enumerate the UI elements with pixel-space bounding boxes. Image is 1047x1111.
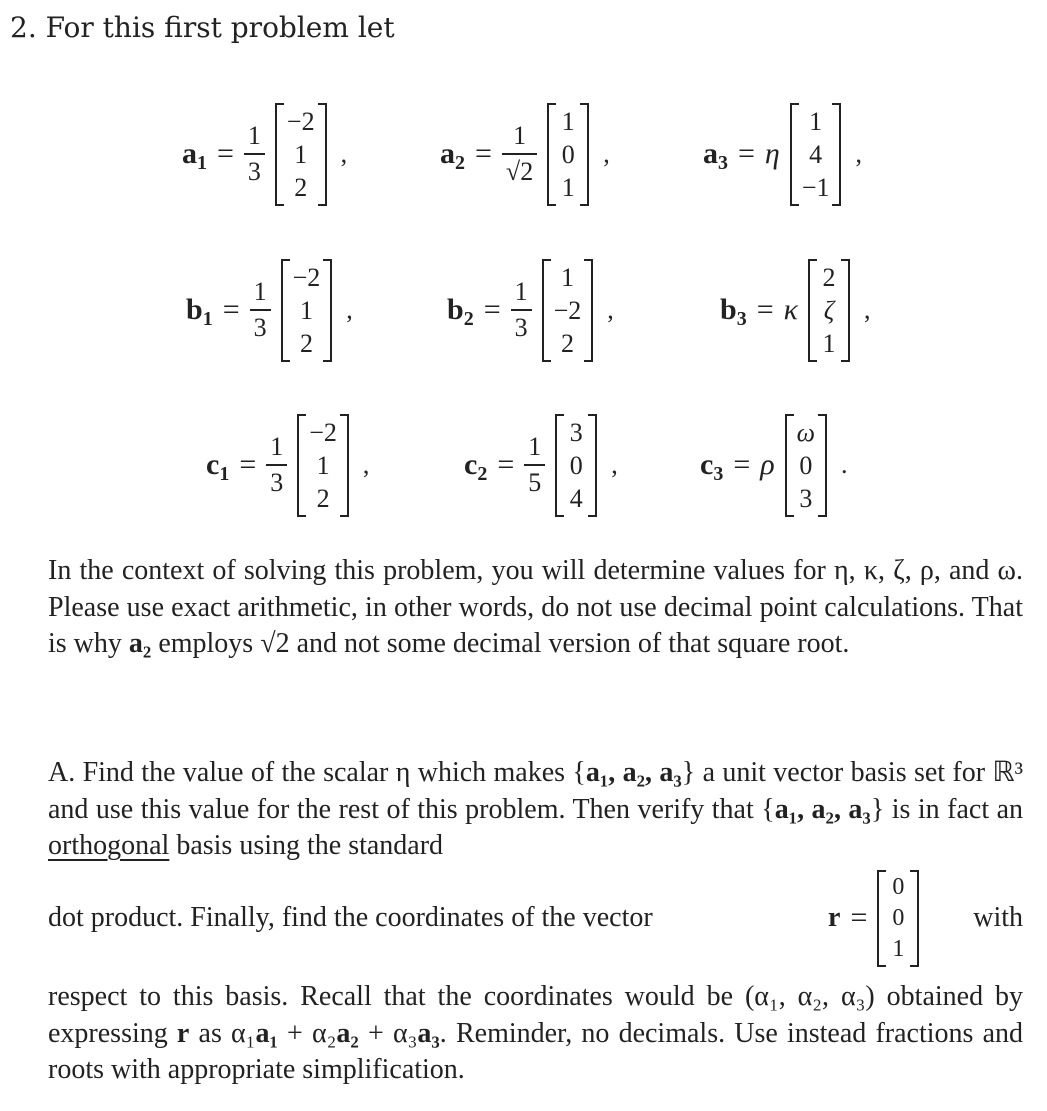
equation-a1: a 1 = $\frac{1}{3}$ −2 1 2 , bbox=[182, 94, 347, 214]
vector-label-b3: b 3 bbox=[720, 293, 747, 330]
column-vector-b1: −2 1 2 bbox=[281, 259, 333, 362]
fraction-c2: $\frac{1}{5}$ bbox=[524, 432, 545, 498]
column-vector-b2: 1 −2 2 bbox=[542, 259, 594, 362]
vector-label-c2: c 2 bbox=[464, 448, 488, 485]
equation-c1: c 1 = $\frac{1}{3}$ −2 1 2 , bbox=[206, 405, 369, 525]
fraction-b2: $\frac{1}{3}$ bbox=[511, 277, 532, 343]
equation-c2: c 2 = $\frac{1}{5}$ 3 0 4 , bbox=[464, 405, 618, 525]
equation-b3: b 3 = κ 2 ζ 1 , bbox=[720, 250, 871, 370]
part-a-paragraph-continued: respect to this basis. Recall that the coordinates would be (α₁, α₂, α₃) obtained by expressing r as α₁a₁ + α₂a₂ + α₃a₃. Reminder, no decimals. Use instead fractions and roots with appropriate simplification. bbox=[48, 981, 1023, 1085]
equation-row-b bbox=[0, 250, 1047, 370]
r-label: r bbox=[828, 902, 841, 933]
equation-a2: a 2 = $\frac{1}{√2}$ 1 0 1 , bbox=[440, 94, 610, 214]
with-text: with bbox=[973, 902, 1023, 933]
equation-a3: a 3 = η 1 4 −1 , bbox=[703, 94, 862, 214]
column-vector-a1: −2 1 2 bbox=[275, 103, 327, 206]
context-paragraph: In the context of solving this problem, you will determine values for η, κ, ζ, ρ, and ω. Please use exact arithmetic, in other words, do not use decimal point calculations. That is why a₂ employs √2 and not some decimal version of that square root. bbox=[48, 555, 1023, 659]
equation-c3: c 3 = ρ ω 0 3 . bbox=[700, 405, 848, 525]
part-a-paragraph: A. Find the value of the scalar η which makes {a₁, a₂, a₃} a unit vector basis set for ℝ³ and use this value for the rest of this problem. Then verify that {a₁, a₂, a₃} is in fact an orthogonal basis using the standard bbox=[48, 757, 1024, 861]
fraction-b1: $\frac{1}{3}$ bbox=[250, 277, 271, 343]
column-vector-c1: −2 1 2 bbox=[297, 414, 349, 517]
equation-b2: b 2 = $\frac{1}{3}$ 1 −2 2 , bbox=[447, 250, 614, 370]
vector-label-c3: c 3 bbox=[700, 448, 724, 485]
dot-product-text: dot product. Finally, find the coordinates of the vector bbox=[48, 902, 653, 933]
vector-label-a2: a 2 bbox=[440, 137, 465, 174]
column-vector-a3: 1 4 −1 bbox=[790, 103, 842, 206]
equation-row-a bbox=[0, 94, 1047, 214]
vector-label-a3: a 3 bbox=[703, 137, 728, 174]
problem-header bbox=[10, 10, 395, 46]
r-vector-equation: r = 0 0 1 bbox=[828, 868, 919, 968]
problem-intro: For this first problem let bbox=[45, 11, 395, 44]
scalar-eta: η bbox=[764, 137, 780, 170]
column-vector-a2: 1 0 1 bbox=[547, 103, 589, 206]
fraction-c1: $\frac{1}{3}$ bbox=[266, 432, 287, 498]
scalar-rho: ρ bbox=[760, 448, 775, 481]
fraction-a1: $\frac{1}{3}$ bbox=[244, 121, 265, 187]
equation-row-c bbox=[0, 405, 1047, 525]
problem-number: 2. bbox=[10, 11, 37, 44]
orthogonal-underlined: orthogonal bbox=[48, 830, 170, 861]
scalar-kappa: κ bbox=[783, 293, 799, 326]
vector-label-b2: b 2 bbox=[447, 293, 474, 330]
column-vector-c2: 3 0 4 bbox=[555, 414, 597, 517]
vector-label-c1: c 1 bbox=[206, 448, 230, 485]
r-vector-line bbox=[48, 868, 1023, 968]
equation-b1: b 1 = $\frac{1}{3}$ −2 1 2 , bbox=[186, 250, 353, 370]
column-vector-b3: 2 ζ 1 bbox=[808, 259, 850, 362]
column-vector-r: 0 0 1 bbox=[877, 870, 919, 967]
fraction-a2: $\frac{1}{√2}$ bbox=[502, 121, 537, 187]
column-vector-c3: ω 0 3 bbox=[785, 414, 827, 517]
vector-label-a1: a 1 bbox=[182, 137, 207, 174]
vector-label-b1: b 1 bbox=[186, 293, 213, 330]
